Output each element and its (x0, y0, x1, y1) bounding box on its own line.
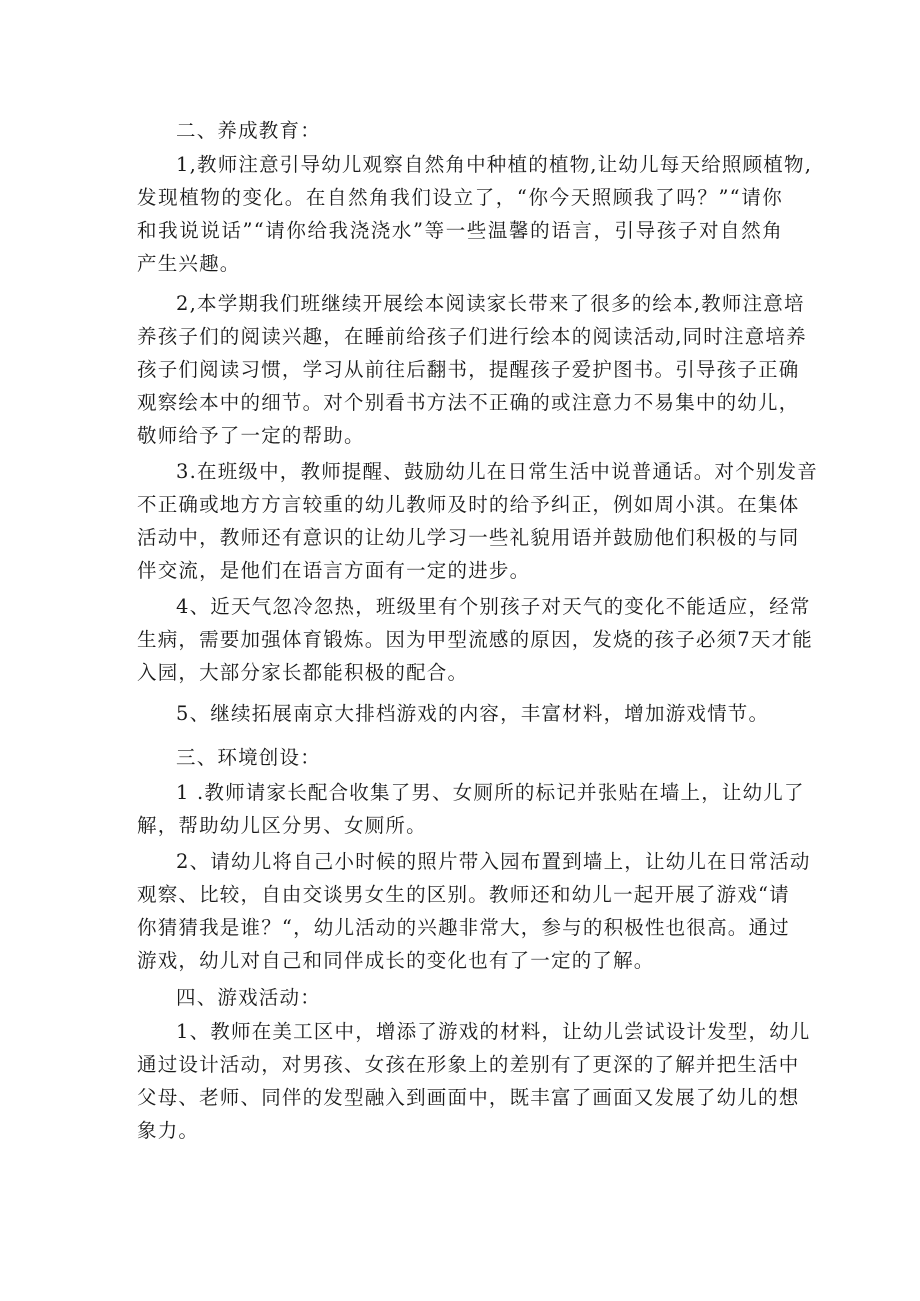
paragraph-line: 孩子们阅读习惯，学习从前往后翻书，提醒孩子爱护图书。引导孩子正确 (137, 358, 800, 381)
paragraph-line: 养孩子们的阅读兴趣，在睡前给孩子们进行绘本的阅读活动,同时注意培养 (137, 325, 807, 348)
paragraph-line: 入园，大部分家长都能积极的配合。 (137, 661, 469, 684)
paragraph-line: 发现植物的变化。在自然角我们设立了，“你今天照顾我了吗？”“请你 (137, 186, 783, 209)
paragraph-line: 不正确或地方方言较重的幼儿教师及时的给予纠正，例如周小淇。在集体 (137, 493, 800, 516)
paragraph-line: 产生兴趣。 (137, 252, 241, 275)
section-heading: 二、养成教育： (176, 119, 321, 142)
paragraph-line: 3.在班级中，教师提醒、鼓励幼儿在日常生活中说普通话。对个别发音 (176, 460, 819, 483)
section-heading: 三、环境创设： (176, 746, 321, 769)
paragraph-line: 通过设计活动，对男孩、女孩在形象上的差别有了更深的了解并把生活中 (137, 1053, 800, 1076)
paragraph-line: 1、教师在美工区中，增添了游戏的材料，让幼儿尝试设计发型，幼儿 (176, 1020, 811, 1043)
paragraph-line: 象力。 (137, 1119, 200, 1142)
paragraph-line: 1,教师注意引导幼儿观察自然角中种植的植物,让幼儿每天给照顾植物, (176, 153, 813, 176)
paragraph-line: 父母、老师、同伴的发型融入到画面中，既丰富了画面又发展了幼儿的想 (137, 1086, 800, 1109)
paragraph-line: 解，帮助幼儿区分男、女厕所。 (137, 814, 427, 837)
paragraph-line: 活动中，教师还有意识的让幼儿学习一些礼貌用语并鼓励他们积极的与同 (137, 526, 800, 549)
paragraph-line: 敬师给予了一定的帮助。 (137, 424, 365, 447)
paragraph-line: 观察、比较，自由交谈男女生的区别。教师还和幼儿一起开展了游戏“请 (137, 883, 790, 906)
paragraph-line: 游戏，幼儿对自己和同伴成长的变化也有了一定的了解。 (137, 949, 655, 972)
paragraph-line: 生病，需要加强体育锻炼。因为甲型流感的原因，发烧的孩子必须7天才能 (137, 628, 814, 651)
paragraph-line: 2,本学期我们班继续开展绘本阅读家长带来了很多的绘本,教师注意培 (176, 292, 805, 315)
paragraph-line: 2、请幼儿将自己小时候的照片带入园布置到墙上，让幼儿在日常活动 (176, 850, 811, 873)
section-heading: 四、游戏活动： (176, 986, 321, 1009)
paragraph-line: 伴交流，是他们在语言方面有一定的进步。 (137, 559, 531, 582)
paragraph-line: 1 .教师请家长配合收集了男、女厕所的标记并张贴在墙上，让幼儿了 (176, 781, 805, 804)
paragraph-line: 观察绘本中的细节。对个别看书方法不正确的或注意力不易集中的幼儿， (137, 391, 800, 414)
paragraph-line: 和我说说话”“请你给我浇浇水”等一些温馨的语言，引导孩子对自然角 (137, 219, 783, 242)
paragraph-line: 4、近天气忽冷忽热，班级里有个别孩子对天气的变化不能适应，经常 (176, 595, 811, 618)
paragraph-line: 你猜猜我是谁？“，幼儿活动的兴趣非常大，参与的积极性也很高。通过 (137, 916, 790, 939)
paragraph-line: 5、继续拓展南京大排档游戏的内容，丰富材料，增加游戏情节。 (176, 702, 770, 725)
